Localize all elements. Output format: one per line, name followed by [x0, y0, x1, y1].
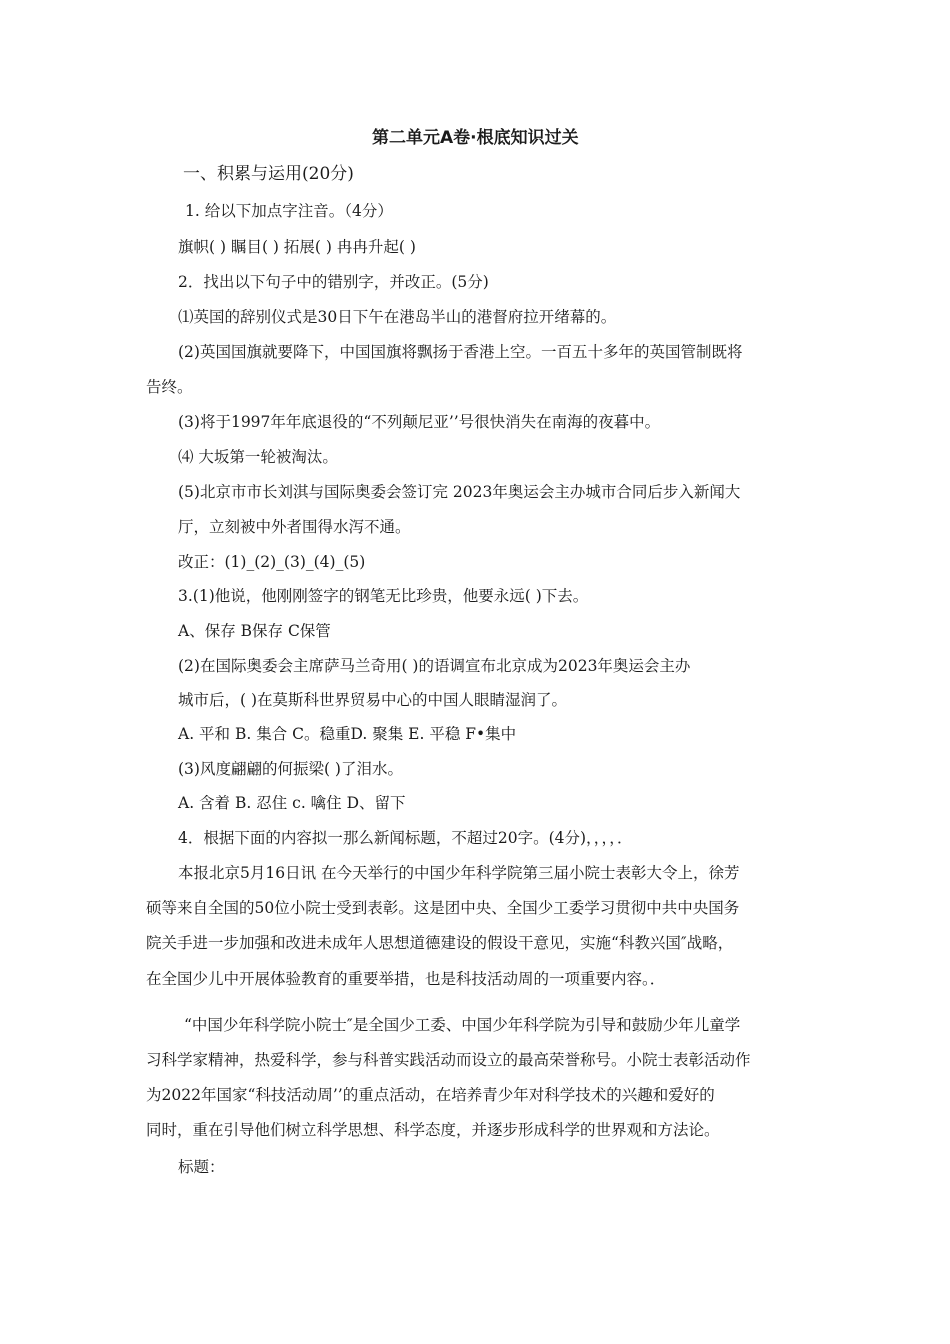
passage-line: 硕等来自全国的50位小院士受到表彰。这是团中央、全国少工委学习贯彻中共中央国务	[146, 899, 740, 917]
question-3-part-1: 3.(1)他说，他刚刚签字的钢笔无比珍贵，他要永远( )下去。	[178, 587, 589, 605]
passage-line: 在全国少儿中开展体验教育的重要举措，也是科技活动周的一项重要内容。．	[146, 970, 666, 988]
question-3-part-2-options: A. 平和 B. 集合 C。稳重D. 聚集 E. 平稳 F•集中	[178, 725, 517, 743]
question-3-part-2-cont: 城市后，( )在莫斯科世界贸易中心的中国人眼睛湿润了。	[178, 691, 568, 709]
question-2-sentence-1: ⑴英国的辞别仪式是30日下午在港岛半山的港督府拉开绪幕的。	[178, 308, 617, 326]
question-3-part-1-options: A、保存 B保存 C保管	[178, 622, 331, 640]
passage-line: 同时，重在引导他们树立科学思想、科学态度，并逐步形成科学的世界观和方法论。	[146, 1121, 720, 1139]
question-2-corrections: 改正：(1)_(2)_(3)_(4)_(5)	[178, 553, 366, 571]
question-2-sentence-2-cont: 告终。	[146, 378, 193, 396]
question-2-sentence-2: (2)英国国旗就要降下，中国国旗将飘扬于香港上空。一百五十多年的英国管制既将	[178, 343, 743, 361]
question-2-sentence-5: (5)北京市市长刘淇与国际奥委会签订完 2023年奥运会主办城市合同后步入新闻大	[178, 483, 741, 501]
passage-line: 本报北京5月16日讯 在今天举行的中国少年科学院第三届小院士表彰大令上，徐芳	[178, 864, 740, 882]
passage-line: “中国少年科学院小院士″是全国少工委、中国少年科学院为引导和鼓励少年儿童学	[184, 1016, 741, 1034]
passage-line: 为2022年国家“科技活动周’’的重点活动，在培养青少年对科学技术的兴趣和爱好的	[146, 1086, 715, 1104]
question-4-prompt: 4．根据下面的内容拟一那么新闻标题，不超过20字。(4分)，，，，．	[178, 829, 633, 847]
question-2-sentence-3: (3)将于1997年年底退役的“不列颠尼亚’’号很快消失在南海的夜暮中。	[178, 413, 661, 431]
question-2-sentence-5-cont: 厅，立刻被中外者围得水泻不通。	[178, 518, 411, 536]
question-3-part-2: (2)在国际奥委会主席萨马兰奇用( )的语调宣布北京成为2023年奥运会主办	[178, 657, 691, 675]
headline-label: 标题：	[178, 1158, 225, 1176]
question-2-prompt: 2．找出以下句子中的错别字，并改正。(5分)	[178, 273, 489, 291]
question-1-prompt: 1. 给以下加点字注音。（4分）	[185, 202, 393, 220]
page-title: 第二单元A卷·根底知识过关	[372, 128, 579, 148]
question-3-part-3: (3)风度翩翩的何振梁( )了泪水。	[178, 760, 403, 778]
question-2-sentence-4: ⑷ 大坂第一轮被淘汰。	[178, 448, 338, 466]
passage-line: 习科学家精神，热爱科学，参与科普实践活动而设立的最高荣誉称号。小院士表彰活动作	[146, 1051, 751, 1069]
section-heading: 一、积累与运用(20分)	[183, 164, 354, 184]
passage-line: 院关手进一步加强和改进未成年人思想道德建设的假设干意见，实施“科教兴国″战略，	[146, 934, 734, 952]
question-1-items: 旗帜( ) 瞩目( ) 拓展( ) 冉冉升起( )	[178, 238, 416, 256]
question-3-part-3-options: A. 含着 B. 忍住 c. 噙住 D、留下	[178, 794, 406, 812]
